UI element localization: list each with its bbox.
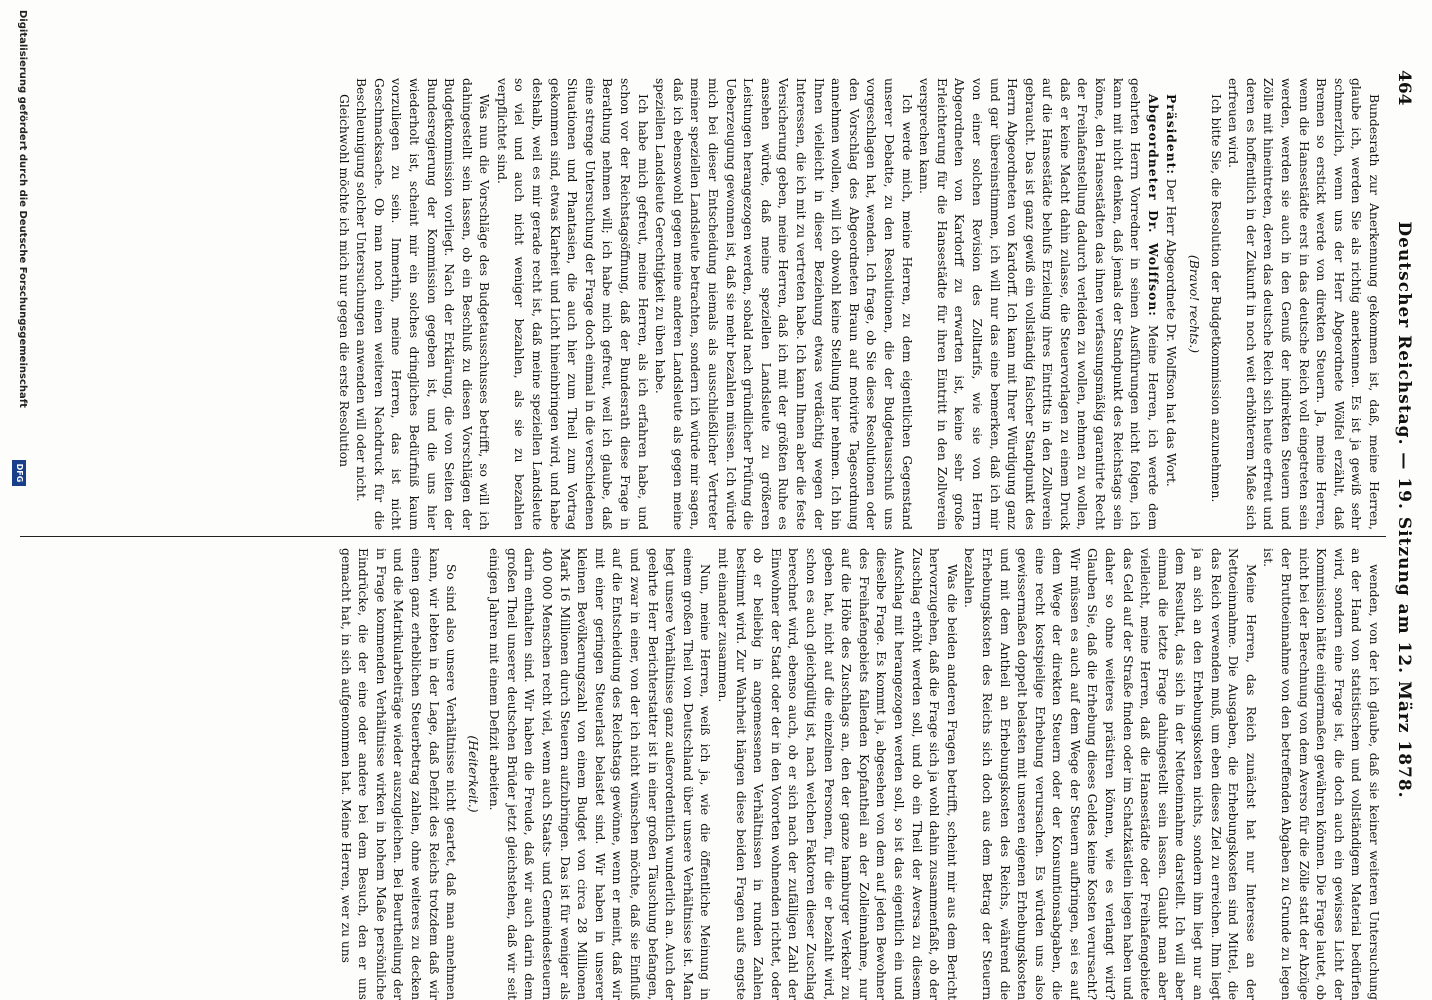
stage-direction: (Bravo! rechts.) xyxy=(1187,254,1202,354)
dfg-logo: DFG xyxy=(12,460,26,486)
speaker-name: Abgeordneter Dr. Wolffson: xyxy=(1145,94,1161,317)
paragraph: Gleichwohl möchte ich mich nur gegen die erste Resolution xyxy=(336,94,351,468)
right-column xyxy=(42,548,1382,1000)
paragraph: Ich habe mich gefreut, meine Herren, als ich erfahren habe, und schon vor der Reichstagsöffnung, daß der Bundesrath diese Frage in Berathung nehmen will; ich habe mich gefreut, weil ich glaube, daß eine strenge Untersuchung der Frage doch einmal in die verschiedenen Situationen und Phantasien, die auch hier zum Theil zum Vortrag gekommen sind, etwas Klarheit und Licht hineinbringen wird, und habe deshalb, weil es mir gerade recht ist, daß meine speziellen Landsleute so viel und auch nicht weniger bezahlen, als sie zu bezahlen verpflichtet sind. xyxy=(494,78,650,530)
footer-credit xyxy=(4,10,28,483)
paragraph: Was die beiden anderen Fragen betrifft, scheint mir aus dem Bericht hervorzugehen, daß die Frage sich ja wohl dahin zusammenfaßt, ob der Zuschlag erhöht werden soll, und ob ein Theil der Aversa zu diesem Aufschlag mit herangezogen werden soll, so ist das eigentlich ein und dieselbe Frage. Es kommt ja, abgesehen von dem auf jeden Bewohner des Freihafengebiets fallenden Kopfantheil an der Zolleinnahme, nur auf die Höhe des Zuschlags an, den der ganze hamburger Verkehr zu geben hat, nicht auf die einzelnen Personen, für die er bezahlt wird, schon es auch gleichgültig ist, nach welchen Faktoren dieser Zuschlag berechnet wird, ebenso auch, ob er sich nach der zufälligen Zahl der Einwohner der Stadt oder der in den Vororten wohnenden richtet, oder ob er beliebig in angemessenen Verhältnissen in runden Zahlen bestimmt wird. Zur Wahrheit hängen diese beiden Fragen aufs engste mit einander zusammen. xyxy=(716,548,959,1000)
paragraph: Nun, meine Herren, weiß ich ja, wie die öffentliche Meinung in einem großen Theil von Deutschland über unsere Verhältnisse ist. Man hegt unsere Verhältnisse ganz außerordentlich wunderlich an. Auch der geehrte Herr Berichterstatter ist in einer großen Täuschung befangen, und zwar in einer, von der ich nicht wünschen möchte, daß sie Einfluß auf die Entscheidung des Reichstags gewönne, wenn er meint, daß wir mit einer geringen Steuerlast belastet sind. Wir haben in unserer kleinen Bevölkerungszahl von einem Budget von circa 28 Millionen Mark 16 Millionen durch Steuern aufzubringen. Das ist für weniger als 400 000 Menschen recht viel, wenn auch Staats- und Gemeindesteuern darin enthalten sind. Wir haben die Freude, daß wir auch darin dem großen Theil unserer deutschen Brüder jetzt gleichstehen, daß wir seit einigen Jahren mit einem Defizit arbeiten. xyxy=(487,548,713,1000)
speech-text: Der Herr Abgeordnete Dr. Wolffson hat das Wort. xyxy=(1164,174,1179,487)
speaker-name: Präsident: xyxy=(1164,94,1180,175)
column-divider xyxy=(20,536,1386,537)
running-title: Deutscher Reichstag. — 19. Sitzung am 12. März 1878. xyxy=(1394,221,1414,799)
paragraph: Ich werde mich, meine Herren, zu dem eigentlichen Gegenstand unserer Debatte, zu den Resolutionen, die der Budgetausschuß uns vorgeschlagen hat, wenden. Ich frage, ob Sie diese Resolutionen oder den Vorschlag des Abgeordneten Braun auf motivirte Tagesordnung annehmen wollen, will ich obwohl keine Stellung hier nehmen. Ich bin Ihnen vielleicht in dieser Beziehung etwas verdächtig wegen der Interessen, die ich mit zu vertreten habe. Ich kann Ihnen aber die feste Versicherung geben, meine Herren, daß ich mit der größten Ruhe es ansehen würde, daß meine speziellen Landsleute zu größeren Leistungen herangezogen werden, sobald nach gründlicher Prüfung die Ueberzeugung gewonnen ist, daß sie mehr bezahlen müssen. Ich würde mich bei dieser Entscheidung niemals als ausschließlicher Vertreter meiner speziellen Landsleute betrachten, sondern ich würde mir sagen, daß ich ebensowohl gegen meine anderen Landsleute als gegen meine speziellen Landsleute Gerechtigkeit zu üben habe. xyxy=(653,78,914,530)
paragraph: Meine Herren, das Reich zunächst hat nur Interesse an der Nettoeinnahme. Die Ausgaben, die Erhebungskosten sind Mittel, die das Reich verwenden muß, um eben dieses Ziel zu erreichen. Ihm liegt ja an sich an den Erhebungskosten nichts, sondern ihm liegt nur an dem Resultat, das sich in der Nettoeinnahme darstellt. Ich will aber einmal die letzte Frage dahingestellt sein lassen. Glaubt man aber vielleicht, meine Herren, daß die Hansestädte oder Freihafengebiete das Geld auf der Straße finden oder im Schatzkästlein liegen haben und daher so ohne weiteres prästiren können, wie es verlangt wird? Glauben Sie, daß die Erhebung dieses Geldes keine Kosten verursacht? Wir müssen es auch auf dem Wege der Steuern aufbringen, sei es auf dem Wege der direkten Steuern oder der Konsumtionsabgaben, die eine recht kostspielige Erhebung verursachen. Es würden uns also gewissermaßen doppelt belasten mit unseren eigenen Erhebungskosten und mit dem Antheil an Erhebungskosten des Reichs, während die Erhebungskosten des Reichs sich doch aus dem Betrag der Steuern bezahlen. xyxy=(962,548,1258,1000)
paragraph: wenden, von der ich glaube, daß sie keiner weiteren Untersuchung an der Hand von statistischem und vollständigem Material bedürfen wird, sondern eine Frage ist, die doch auch ein gewisses Licht der Kommission hätte einigermaßen gewähren können. Die Frage lautet, ob nicht bei der Berechnung von dem Averso für die Zölle statt der Abzüge der Bruttoeinnahme von den betreffenden Abgaben zu Grunde zu legen ist. xyxy=(1261,548,1381,1000)
page-header xyxy=(1388,70,1418,950)
footer-text: Digitalisierung gefördert durch die Deutsche Forschungsgemeinschaft xyxy=(17,10,28,408)
page-number: 464 xyxy=(1394,70,1414,106)
paragraph: Was nun die Vorschläge des Budgetausschusses betrifft, so will ich dahingestellt sein lassen, ob ein Beschluß zu diesen Vorschlägen der Budgetkommission vorliegt. Nach der Erklärung, die von Seiten der Bundesregierung der Kommission gegeben ist, und die uns hier wiederholt ist, scheint mir ein solches dringliches Bedürfniß kaum vorzuliegen zu sein. Immerhin, meine Herren, das ist nicht Geschmacksache. Ob man noch einen weiteren Nachdruck für die Beschleunigung solcher Untersuchungen anwenden will oder nicht. xyxy=(354,78,492,530)
speaker-paragraph xyxy=(915,78,1162,530)
stage-direction: (Heiterkeit.) xyxy=(465,735,480,813)
paragraph: Bundesrath zur Anerkennung gekommen ist, daß, meine Herren, glaube ich, werden Sie als richtig anerkennen. Es ist ja gewiß sehr schmerzlich, wenn uns der Herr Abgeordnete Wölfel erzählt, daß Bremen so erstickt werde von direkten Steuern. Ja, meine Herren, wenn die Hansestädte erst in das deutsche Reich voll eingetreten sein werden, werden sie auch in den Genuß der indirekten Steuern und Zölle mit hineintreten, deren das deutsche Reich sich heute erfreut und deren es hoffentlich in der Zukunft in noch weit erhöhterem Maße sich erfreuen wird. xyxy=(1226,78,1381,530)
paragraph: So sind also unsere Verhältnisse nicht geartet, daß man annehmen kann, wir lebten in der Lage, daß Defizit des Reichs trotzdem daß wir einen ganz erheblichen Steuerbetrag zahlen, ohne weiteres zu decken und die Matrikularbeiträge wieder auszugleichen. Bei Beurtheilung der in Frage kommenden Verhältnisse wirken in hohem Maße persönliche Eindrücke, die der eine oder andere bei dem Besuch, den er uns gemacht hat, in sich aufgenommen hat. Meine Herren, wer zu uns xyxy=(338,548,459,1000)
left-column xyxy=(42,78,1382,530)
paragraph: Ich bitte Sie, die Resolution der Budgetkommission anzunehmen. xyxy=(1208,94,1223,503)
speaker-paragraph xyxy=(1162,78,1181,530)
speech-text: Meine Herren, ich werde dem geehrten Herrn Vorredner in seinen Ausführungen nicht folgen, ich kann mit nicht denken, daß jemals der Standpunkt des Reichstags sein könne, den Hansestädten das ihnen verfassungsmäßig garantirte Recht der Freihafenstellung dadurch verleiden zu wollen, nehmen zu wollen, daß er keine Macht dahin zulasse, die Steuervorlagen zu einem Druck auf die Hansestädte behufs Erzielung ihres Eintritts in den Zollverein gebraucht. Das ist ganz gewiß ein vollständig falscher Standpunkt des Herrn Abgeordneten von Kardorff. Ich kann mit Ihrer Würdigung ganz und gar übereinstimmen, ich will nur das eine bemerken, daß ich mir von einer solchen Revision des Zolltarifs, wie sie von Herrn Abgeordneten von Kardorff zu erwarten ist, keine sehr große Erleichterung für die Hansestädte für ihren Eintritt in den Zollverein versprechen kann. xyxy=(917,78,1160,530)
